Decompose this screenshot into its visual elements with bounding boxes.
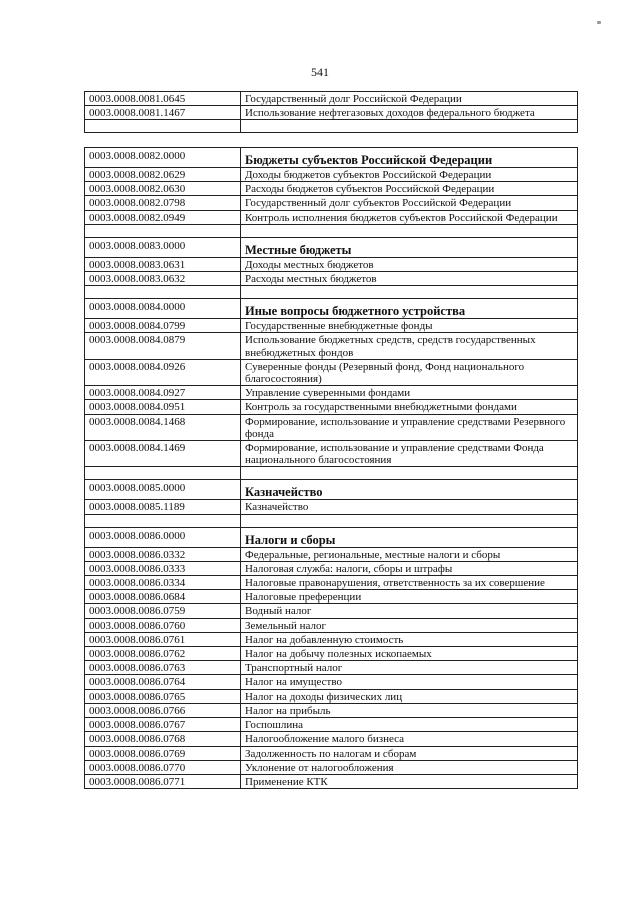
top-table-block bbox=[84, 91, 578, 133]
blank-row bbox=[85, 120, 578, 133]
description-cell: Расходы местных бюджетов bbox=[241, 272, 578, 286]
table-row bbox=[85, 632, 578, 646]
table-row bbox=[85, 386, 578, 400]
code-cell: 0003.0008.0083.0000 bbox=[85, 237, 241, 257]
description-cell: Налогообложение малого бизнеса bbox=[241, 732, 578, 746]
code-cell: 0003.0008.0084.0951 bbox=[85, 400, 241, 414]
description-cell bbox=[241, 514, 578, 527]
table-row bbox=[85, 196, 578, 210]
table-row bbox=[85, 604, 578, 618]
section-header-row bbox=[85, 237, 578, 257]
main-table-block bbox=[84, 147, 578, 789]
description-cell: Бюджеты субъектов Российской Федерации bbox=[241, 148, 578, 168]
code-cell bbox=[85, 224, 241, 237]
code-cell: 0003.0008.0082.0798 bbox=[85, 196, 241, 210]
table-row bbox=[85, 106, 578, 120]
description-cell: Налоговая служба: налоги, сборы и штрафы bbox=[241, 561, 578, 575]
description-cell: Земельный налог bbox=[241, 618, 578, 632]
code-cell: 0003.0008.0082.0949 bbox=[85, 210, 241, 224]
description-cell bbox=[241, 224, 578, 237]
table-row bbox=[85, 618, 578, 632]
code-cell: 0003.0008.0086.0766 bbox=[85, 703, 241, 717]
description-cell: Федеральные, региональные, местные налоги и сборы bbox=[241, 547, 578, 561]
description-cell: Казначейство bbox=[241, 500, 578, 514]
description-cell: Транспортный налог bbox=[241, 661, 578, 675]
table-row bbox=[85, 703, 578, 717]
description-cell: Государственный долг Российской Федерации bbox=[241, 92, 578, 106]
code-cell bbox=[85, 467, 241, 480]
code-cell: 0003.0008.0084.0799 bbox=[85, 319, 241, 333]
table-row bbox=[85, 333, 578, 359]
table-row bbox=[85, 182, 578, 196]
description-cell: Формирование, использование и управление средствами Резервного фонда bbox=[241, 414, 578, 440]
code-cell: 0003.0008.0081.1467 bbox=[85, 106, 241, 120]
code-cell: 0003.0008.0082.0000 bbox=[85, 148, 241, 168]
table-row bbox=[85, 500, 578, 514]
description-cell bbox=[241, 467, 578, 480]
classifier-table bbox=[84, 147, 578, 789]
description-cell: Доходы местных бюджетов bbox=[241, 257, 578, 271]
table-row bbox=[85, 257, 578, 271]
table-row bbox=[85, 647, 578, 661]
code-cell: 0003.0008.0086.0332 bbox=[85, 547, 241, 561]
code-cell bbox=[85, 286, 241, 299]
code-cell: 0003.0008.0086.0769 bbox=[85, 746, 241, 760]
table-row bbox=[85, 576, 578, 590]
code-cell: 0003.0008.0083.0632 bbox=[85, 272, 241, 286]
description-cell: Местные бюджеты bbox=[241, 237, 578, 257]
code-cell: 0003.0008.0086.0760 bbox=[85, 618, 241, 632]
description-cell: Налог на имущество bbox=[241, 675, 578, 689]
section-header-row bbox=[85, 527, 578, 547]
description-cell: Суверенные фонды (Резервный фонд, Фонд национального благосостояния) bbox=[241, 359, 578, 385]
table-row bbox=[85, 441, 578, 467]
code-cell: 0003.0008.0086.0759 bbox=[85, 604, 241, 618]
table-row bbox=[85, 661, 578, 675]
description-cell: Управление суверенными фондами bbox=[241, 386, 578, 400]
code-cell: 0003.0008.0084.1469 bbox=[85, 441, 241, 467]
code-cell: 0003.0008.0086.0000 bbox=[85, 527, 241, 547]
description-cell: Иные вопросы бюджетного устройства bbox=[241, 299, 578, 319]
code-cell: 0003.0008.0086.0764 bbox=[85, 675, 241, 689]
description-cell: Расходы бюджетов субъектов Российской Федерации bbox=[241, 182, 578, 196]
blank-row bbox=[85, 467, 578, 480]
code-cell: 0003.0008.0083.0631 bbox=[85, 257, 241, 271]
code-cell: 0003.0008.0084.0927 bbox=[85, 386, 241, 400]
code-cell: 0003.0008.0086.0334 bbox=[85, 576, 241, 590]
blank-row bbox=[85, 224, 578, 237]
description-cell: Использование нефтегазовых доходов федерального бюджета bbox=[241, 106, 578, 120]
table-row bbox=[85, 561, 578, 575]
description-cell: Использование бюджетных средств, средств государственных внебюджетных фондов bbox=[241, 333, 578, 359]
section-header-row bbox=[85, 148, 578, 168]
description-cell: Налог на доходы физических лиц bbox=[241, 689, 578, 703]
description-cell: Доходы бюджетов субъектов Российской Федерации bbox=[241, 168, 578, 182]
description-cell bbox=[241, 120, 578, 133]
code-cell: 0003.0008.0086.0761 bbox=[85, 632, 241, 646]
description-cell: Контроль за государственными внебюджетными фондами bbox=[241, 400, 578, 414]
table-row bbox=[85, 272, 578, 286]
table-row bbox=[85, 92, 578, 106]
description-cell: Налог на добычу полезных ископаемых bbox=[241, 647, 578, 661]
description-cell: Применение КТК bbox=[241, 774, 578, 788]
section-header-row bbox=[85, 299, 578, 319]
code-cell: 0003.0008.0086.0771 bbox=[85, 774, 241, 788]
code-cell: 0003.0008.0085.1189 bbox=[85, 500, 241, 514]
code-cell: 0003.0008.0086.0684 bbox=[85, 590, 241, 604]
description-cell: Контроль исполнения бюджетов субъектов Российской Федерации bbox=[241, 210, 578, 224]
code-cell: 0003.0008.0086.0763 bbox=[85, 661, 241, 675]
description-cell: Налоговые преференции bbox=[241, 590, 578, 604]
code-cell: 0003.0008.0084.1468 bbox=[85, 414, 241, 440]
description-cell: Государственный долг субъектов Российской Федерации bbox=[241, 196, 578, 210]
table-row bbox=[85, 400, 578, 414]
section-header-row bbox=[85, 480, 578, 500]
code-cell: 0003.0008.0086.0768 bbox=[85, 732, 241, 746]
code-cell: 0003.0008.0081.0645 bbox=[85, 92, 241, 106]
description-cell: Казначейство bbox=[241, 480, 578, 500]
code-cell: 0003.0008.0086.0762 bbox=[85, 647, 241, 661]
table-row bbox=[85, 319, 578, 333]
description-cell: Госпошлина bbox=[241, 718, 578, 732]
description-cell: Налоги и сборы bbox=[241, 527, 578, 547]
table-row bbox=[85, 168, 578, 182]
table-row bbox=[85, 732, 578, 746]
code-cell: 0003.0008.0084.0926 bbox=[85, 359, 241, 385]
description-cell: Налоговые правонарушения, ответственность за их совершение bbox=[241, 576, 578, 590]
code-cell: 0003.0008.0085.0000 bbox=[85, 480, 241, 500]
code-cell: 0003.0008.0082.0630 bbox=[85, 182, 241, 196]
table-row bbox=[85, 210, 578, 224]
code-cell: 0003.0008.0086.0765 bbox=[85, 689, 241, 703]
table-row bbox=[85, 718, 578, 732]
code-cell: 0003.0008.0082.0629 bbox=[85, 168, 241, 182]
top-table bbox=[84, 91, 578, 133]
table-row bbox=[85, 774, 578, 788]
table-row bbox=[85, 746, 578, 760]
blank-row bbox=[85, 286, 578, 299]
page-number: 541 bbox=[311, 65, 329, 79]
table-row bbox=[85, 414, 578, 440]
code-cell: 0003.0008.0084.0879 bbox=[85, 333, 241, 359]
code-cell: 0003.0008.0086.0333 bbox=[85, 561, 241, 575]
table-row bbox=[85, 359, 578, 385]
description-cell: Государственные внебюджетные фонды bbox=[241, 319, 578, 333]
blank-row bbox=[85, 514, 578, 527]
description-cell: Уклонение от налогообложения bbox=[241, 760, 578, 774]
code-cell: 0003.0008.0086.0770 bbox=[85, 760, 241, 774]
scan-speck bbox=[597, 21, 601, 24]
code-cell bbox=[85, 120, 241, 133]
description-cell: Задолженность по налогам и сборам bbox=[241, 746, 578, 760]
code-cell: 0003.0008.0086.0767 bbox=[85, 718, 241, 732]
description-cell: Водный налог bbox=[241, 604, 578, 618]
description-cell bbox=[241, 286, 578, 299]
description-cell: Налог на добавленную стоимость bbox=[241, 632, 578, 646]
table-row bbox=[85, 547, 578, 561]
table-row bbox=[85, 760, 578, 774]
table-row bbox=[85, 689, 578, 703]
table-row bbox=[85, 675, 578, 689]
description-cell: Налог на прибыль bbox=[241, 703, 578, 717]
description-cell: Формирование, использование и управление средствами Фонда национального благосостояния bbox=[241, 441, 578, 467]
code-cell: 0003.0008.0084.0000 bbox=[85, 299, 241, 319]
code-cell bbox=[85, 514, 241, 527]
table-row bbox=[85, 590, 578, 604]
